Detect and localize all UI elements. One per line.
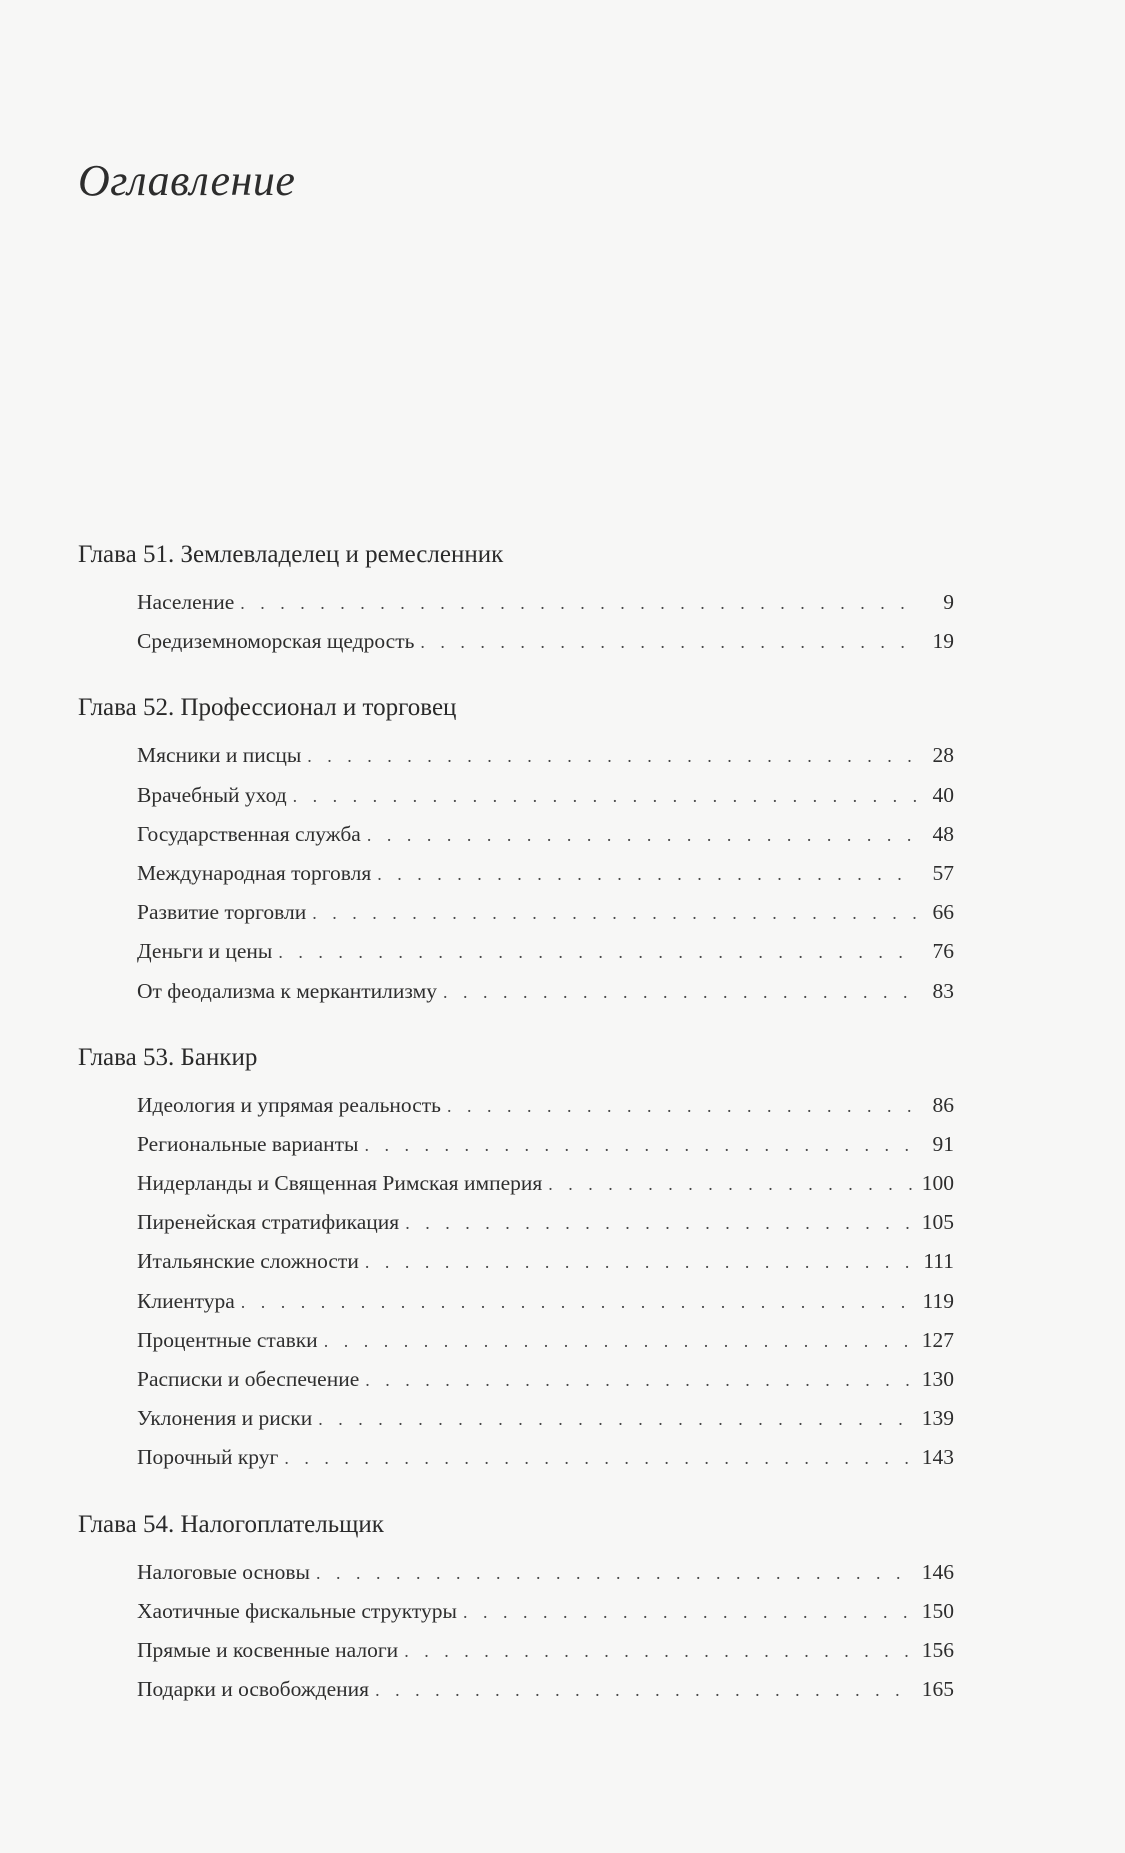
dot-leader <box>405 1204 916 1243</box>
dot-leader <box>365 1361 915 1400</box>
page-number: 139 <box>921 1406 954 1431</box>
dot-leader <box>307 737 918 776</box>
toc-entry <box>78 932 954 971</box>
page-number: 100 <box>921 1171 954 1196</box>
entry-label: Итальянские сложности <box>137 1249 359 1274</box>
entry-label: Уклонения и риски <box>137 1406 313 1431</box>
page-number: 119 <box>922 1288 954 1313</box>
toc-entry <box>78 1670 954 1709</box>
toc-entry <box>78 1553 954 1592</box>
page-number: 83 <box>932 978 954 1003</box>
page-number: 19 <box>932 629 954 654</box>
chapter-53 <box>78 1040 954 1478</box>
toc-entry <box>78 736 954 775</box>
dot-leader <box>293 777 918 816</box>
toc-entry <box>78 776 954 815</box>
dot-leader <box>447 1087 918 1126</box>
toc-entry <box>78 854 954 893</box>
entry-label: Развитие торговли <box>137 900 307 925</box>
entry-label: Расписки и обеспечение <box>137 1367 360 1391</box>
toc-entry <box>78 1125 954 1164</box>
page-number: 66 <box>932 900 954 925</box>
entry-label: Врачебный уход <box>137 782 287 807</box>
page-number: 86 <box>932 1092 954 1117</box>
dot-leader <box>312 894 918 933</box>
page-number: 156 <box>921 1637 954 1662</box>
dot-leader <box>548 1165 915 1204</box>
toc-entry <box>78 1282 954 1321</box>
toc-entry <box>78 1438 954 1477</box>
chapter-title: Глава 53. Банкир <box>78 1043 258 1071</box>
toc-entry <box>78 1086 954 1125</box>
entry-label: Идеология и упрямая реальность <box>137 1092 441 1117</box>
entry-label: Население <box>137 590 235 614</box>
toc-entry <box>78 1203 954 1242</box>
page-number: 40 <box>932 782 954 807</box>
entry-label: Деньги и цены <box>137 939 273 964</box>
page-number: 91 <box>932 1131 954 1156</box>
page-number: 130 <box>921 1367 954 1391</box>
page-number: 146 <box>921 1559 954 1584</box>
dot-leader <box>443 973 918 1012</box>
entry-label: Государственная служба <box>137 821 361 846</box>
dot-leader <box>240 584 918 623</box>
entry-label: Подарки и освобождения <box>137 1677 370 1702</box>
chapter-52 <box>78 690 954 1010</box>
entry-label: Региональные варианты <box>137 1131 359 1156</box>
entry-label: Мясники и писцы <box>137 743 302 768</box>
chapter-51 <box>78 537 954 661</box>
page-number: 57 <box>932 860 954 885</box>
toc-entry <box>78 583 954 622</box>
dot-leader <box>404 1632 916 1671</box>
chapter-title: Глава 52. Профессионал и торговец <box>78 694 457 722</box>
toc-entry <box>78 1242 954 1281</box>
dot-leader <box>375 1671 916 1710</box>
entry-label: Процентные ставки <box>137 1327 318 1352</box>
toc-entry <box>78 1631 954 1670</box>
page-number: 143 <box>921 1445 954 1470</box>
entry-label: Клиентура <box>137 1288 235 1313</box>
dot-leader <box>316 1554 916 1593</box>
entry-label: Порочный круг <box>137 1445 279 1470</box>
dot-leader <box>377 855 918 894</box>
page-number: 127 <box>921 1327 954 1352</box>
page-number: 28 <box>932 743 954 768</box>
dot-leader <box>420 623 918 662</box>
toc-entry <box>78 893 954 932</box>
dot-leader <box>367 816 918 855</box>
toc-entry <box>78 1399 954 1438</box>
page-number: 9 <box>943 590 954 614</box>
toc-entry <box>78 1164 954 1203</box>
dot-leader <box>318 1400 916 1439</box>
entry-label: Хаотичные фискальные структуры <box>137 1598 457 1623</box>
chapter-54 <box>78 1507 954 1710</box>
entry-label: Прямые и косвенные налоги <box>137 1637 399 1662</box>
toc-entry <box>78 815 954 854</box>
entry-label: Налоговые основы <box>137 1559 310 1584</box>
dot-leader <box>241 1283 917 1322</box>
entry-label: Нидерланды и Священная Римская империя <box>137 1171 543 1196</box>
page-title: Оглавление <box>78 156 296 206</box>
dot-leader <box>324 1322 916 1361</box>
toc-entry <box>78 1592 954 1631</box>
dot-leader <box>278 933 918 972</box>
dot-leader <box>365 1243 918 1282</box>
dot-leader <box>284 1439 915 1478</box>
toc-entry <box>78 622 954 661</box>
toc-entry <box>78 972 954 1011</box>
entry-label: Средиземноморская щедрость <box>137 629 415 654</box>
page-number: 150 <box>921 1598 954 1623</box>
chapter-title: Глава 51. Землевладелец и ремесленник <box>78 541 504 568</box>
page-number: 111 <box>923 1249 954 1274</box>
entry-label: От феодализма к меркантилизму <box>137 978 437 1003</box>
page-number: 165 <box>921 1677 954 1702</box>
toc-entry <box>78 1321 954 1360</box>
dot-leader <box>463 1593 916 1632</box>
toc-entry <box>78 1360 954 1399</box>
page-number: 105 <box>921 1210 954 1235</box>
page-number: 76 <box>932 939 954 964</box>
entry-label: Пиренейская стратификация <box>137 1210 400 1235</box>
entry-label: Международная торговля <box>137 860 372 885</box>
table-of-contents <box>78 537 954 1738</box>
dot-leader <box>365 1126 919 1165</box>
page-number: 48 <box>932 821 954 846</box>
chapter-title: Глава 54. Налогоплательщик <box>78 1510 384 1538</box>
